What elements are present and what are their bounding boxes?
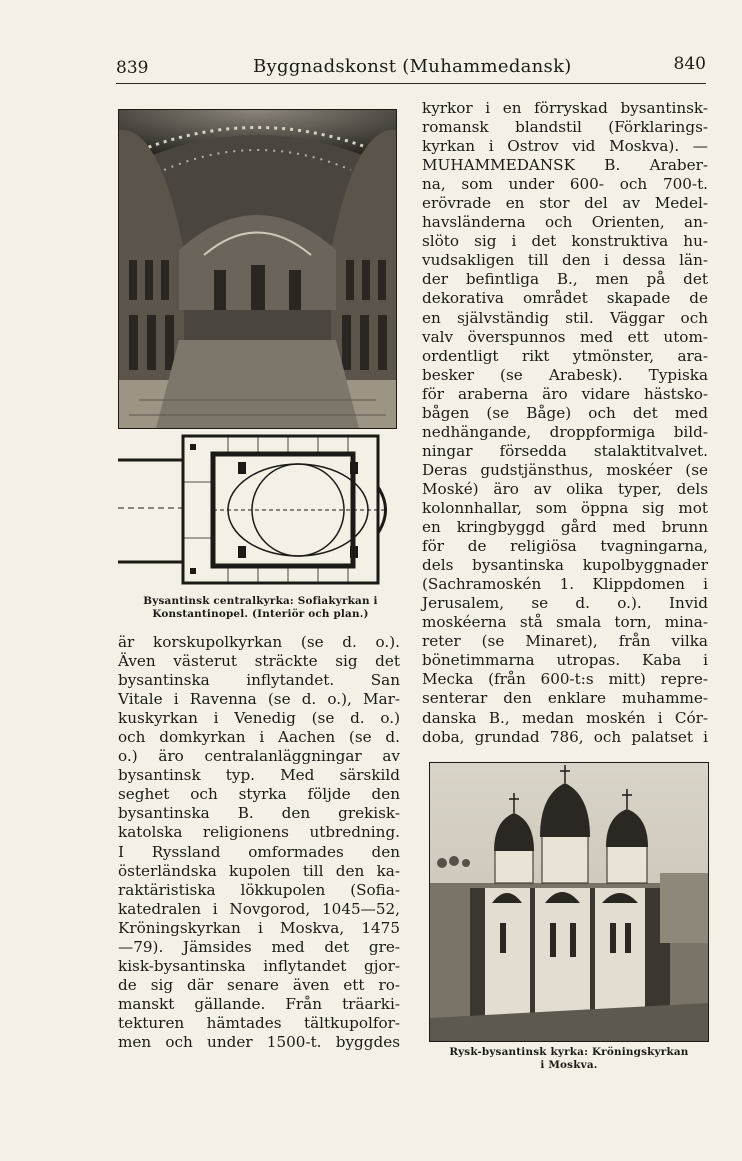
sofia-caption-line: Konstantinopel. (Interiör och plan.) — [152, 607, 369, 620]
left-column — [118, 633, 400, 1052]
text-line: reter (se Minaret), från vilka — [422, 632, 708, 651]
text-line: doba, grundad 786, och palatset i — [422, 727, 708, 746]
kroningskyrkan-photo — [429, 762, 709, 1042]
text-line: bysantinska inflytandet. San — [118, 671, 400, 690]
right-column — [422, 99, 708, 747]
text-line: bysantinska B. den grekisk- — [118, 804, 400, 823]
text-line: katolska religionens utbredning. — [118, 823, 400, 842]
text-line: ningar försedda stalaktitvalvet. — [422, 441, 708, 460]
text-line: Även västerut sträckte sig det — [118, 652, 400, 671]
text-line: kyrkor i en förryskad bysantinsk- — [422, 99, 708, 117]
running-title: Byggnadskonst (Muhammedansk) — [253, 56, 572, 77]
text-line: erövrade en stor del av Medel- — [422, 194, 708, 213]
text-line: senterar den enklare muhamme- — [422, 689, 708, 708]
text-line: för araberna äro vidare hästsko- — [422, 384, 708, 403]
kroningskyrkan-caption-line: Rysk-bysantinsk kyrka: Kröningskyrkan — [449, 1046, 689, 1058]
text-line: I Ryssland omformades den — [118, 842, 400, 861]
text-line: danska B., medan moskén i Cór- — [422, 708, 708, 727]
text-line: Mecka (från 600-t:s mitt) repre- — [422, 670, 708, 689]
kroningskyrkan-caption-line: i Moskva. — [540, 1058, 598, 1071]
text-line: valv överspunnos med ett utom- — [422, 327, 708, 346]
sofia-caption-line: Bysantinsk centralkyrka: Sofiakyrkan i — [143, 595, 378, 607]
text-line: och domkyrkan i Aachen (se d. — [118, 728, 400, 747]
kroningskyrkan-caption — [422, 1046, 716, 1071]
text-line: bönetimmarna utropas. Kaba i — [422, 651, 708, 670]
header-rule — [116, 83, 706, 84]
text-line: kuskyrkan i Venedig (se d. o.) — [118, 709, 400, 728]
text-line: o.) äro centralanläggningar av — [118, 747, 400, 766]
text-line: Vitale i Ravenna (se d. o.), Mar- — [118, 690, 400, 709]
text-line: Kröningskyrkan i Moskva, 1475 — [118, 918, 400, 937]
text-line: de sig där senare även ett ro- — [118, 975, 400, 994]
text-line: MUHAMMEDANSK B. Araber- — [422, 156, 708, 175]
text-line: kolonnhallar, som öppna sig mot — [422, 498, 708, 517]
text-line: men och under 1500-t. byggdes — [118, 1032, 400, 1051]
text-line: österländska kupolen till den ka- — [118, 861, 400, 880]
text-line: är korskupolkyrkan (se d. o.). — [118, 633, 400, 651]
text-line: seghet och styrka följde den — [118, 785, 400, 804]
sofia-interior-photo — [118, 109, 397, 429]
text-line: slöto sig i det konstruktiva hu- — [422, 232, 708, 251]
text-line: en kringbyggd gård med brunn — [422, 518, 708, 537]
running-header — [116, 52, 706, 84]
sofia-caption — [118, 595, 403, 620]
text-line: en självständig stil. Väggar och — [422, 308, 708, 327]
text-line: besker (se Arabesk). Typiska — [422, 365, 708, 384]
page-number-left: 839 — [116, 58, 149, 78]
text-line: för de religiösa tvagningarna, — [422, 537, 708, 556]
text-line: bysantinsk typ. Med särskild — [118, 766, 400, 785]
text-line: katedralen i Novgorod, 1045—52, — [118, 899, 400, 918]
text-line: ordentligt rikt ytmönster, ara- — [422, 346, 708, 365]
text-line: Deras gudstjänsthus, moskéer (se — [422, 460, 708, 479]
sofia-floor-plan — [118, 432, 397, 587]
text-line: (Sachramoskén 1. Klippdomen i — [422, 575, 708, 594]
text-line: moskéerna stå smala torn, mina- — [422, 613, 708, 632]
text-line: —79). Jämsides med det gre- — [118, 937, 400, 956]
text-line: tekturen hämtades tältkupolfor- — [118, 1013, 400, 1032]
text-line: dels bysantinska kupolbyggnader — [422, 556, 708, 575]
text-line: Jerusalem, se d. o.). Invid — [422, 594, 708, 613]
text-line: vudsakligen till den i dessa län- — [422, 251, 708, 270]
text-line: dekorativa området skapade de — [422, 289, 708, 308]
text-line: raktäristiska lökkupolen (Sofia- — [118, 880, 400, 899]
page-number-right: 840 — [673, 54, 706, 74]
text-line: manskt gällande. Från träarki- — [118, 994, 400, 1013]
text-line: havsländerna och Orienten, an- — [422, 213, 708, 232]
text-line: bågen (se Båge) och det med — [422, 403, 708, 422]
text-line: kyrkan i Ostrov vid Moskva). — — [422, 137, 708, 156]
text-line: kisk-bysantinska inflytandet gjor- — [118, 956, 400, 975]
text-line: na, som under 600- och 700-t. — [422, 175, 708, 194]
text-line: romansk blandstil (Förklarings- — [422, 118, 708, 137]
text-line: Moské) äro av olika typer, dels — [422, 479, 708, 498]
text-line: der befintliga B., men på det — [422, 270, 708, 289]
text-line: nedhängande, droppformiga bild- — [422, 422, 708, 441]
